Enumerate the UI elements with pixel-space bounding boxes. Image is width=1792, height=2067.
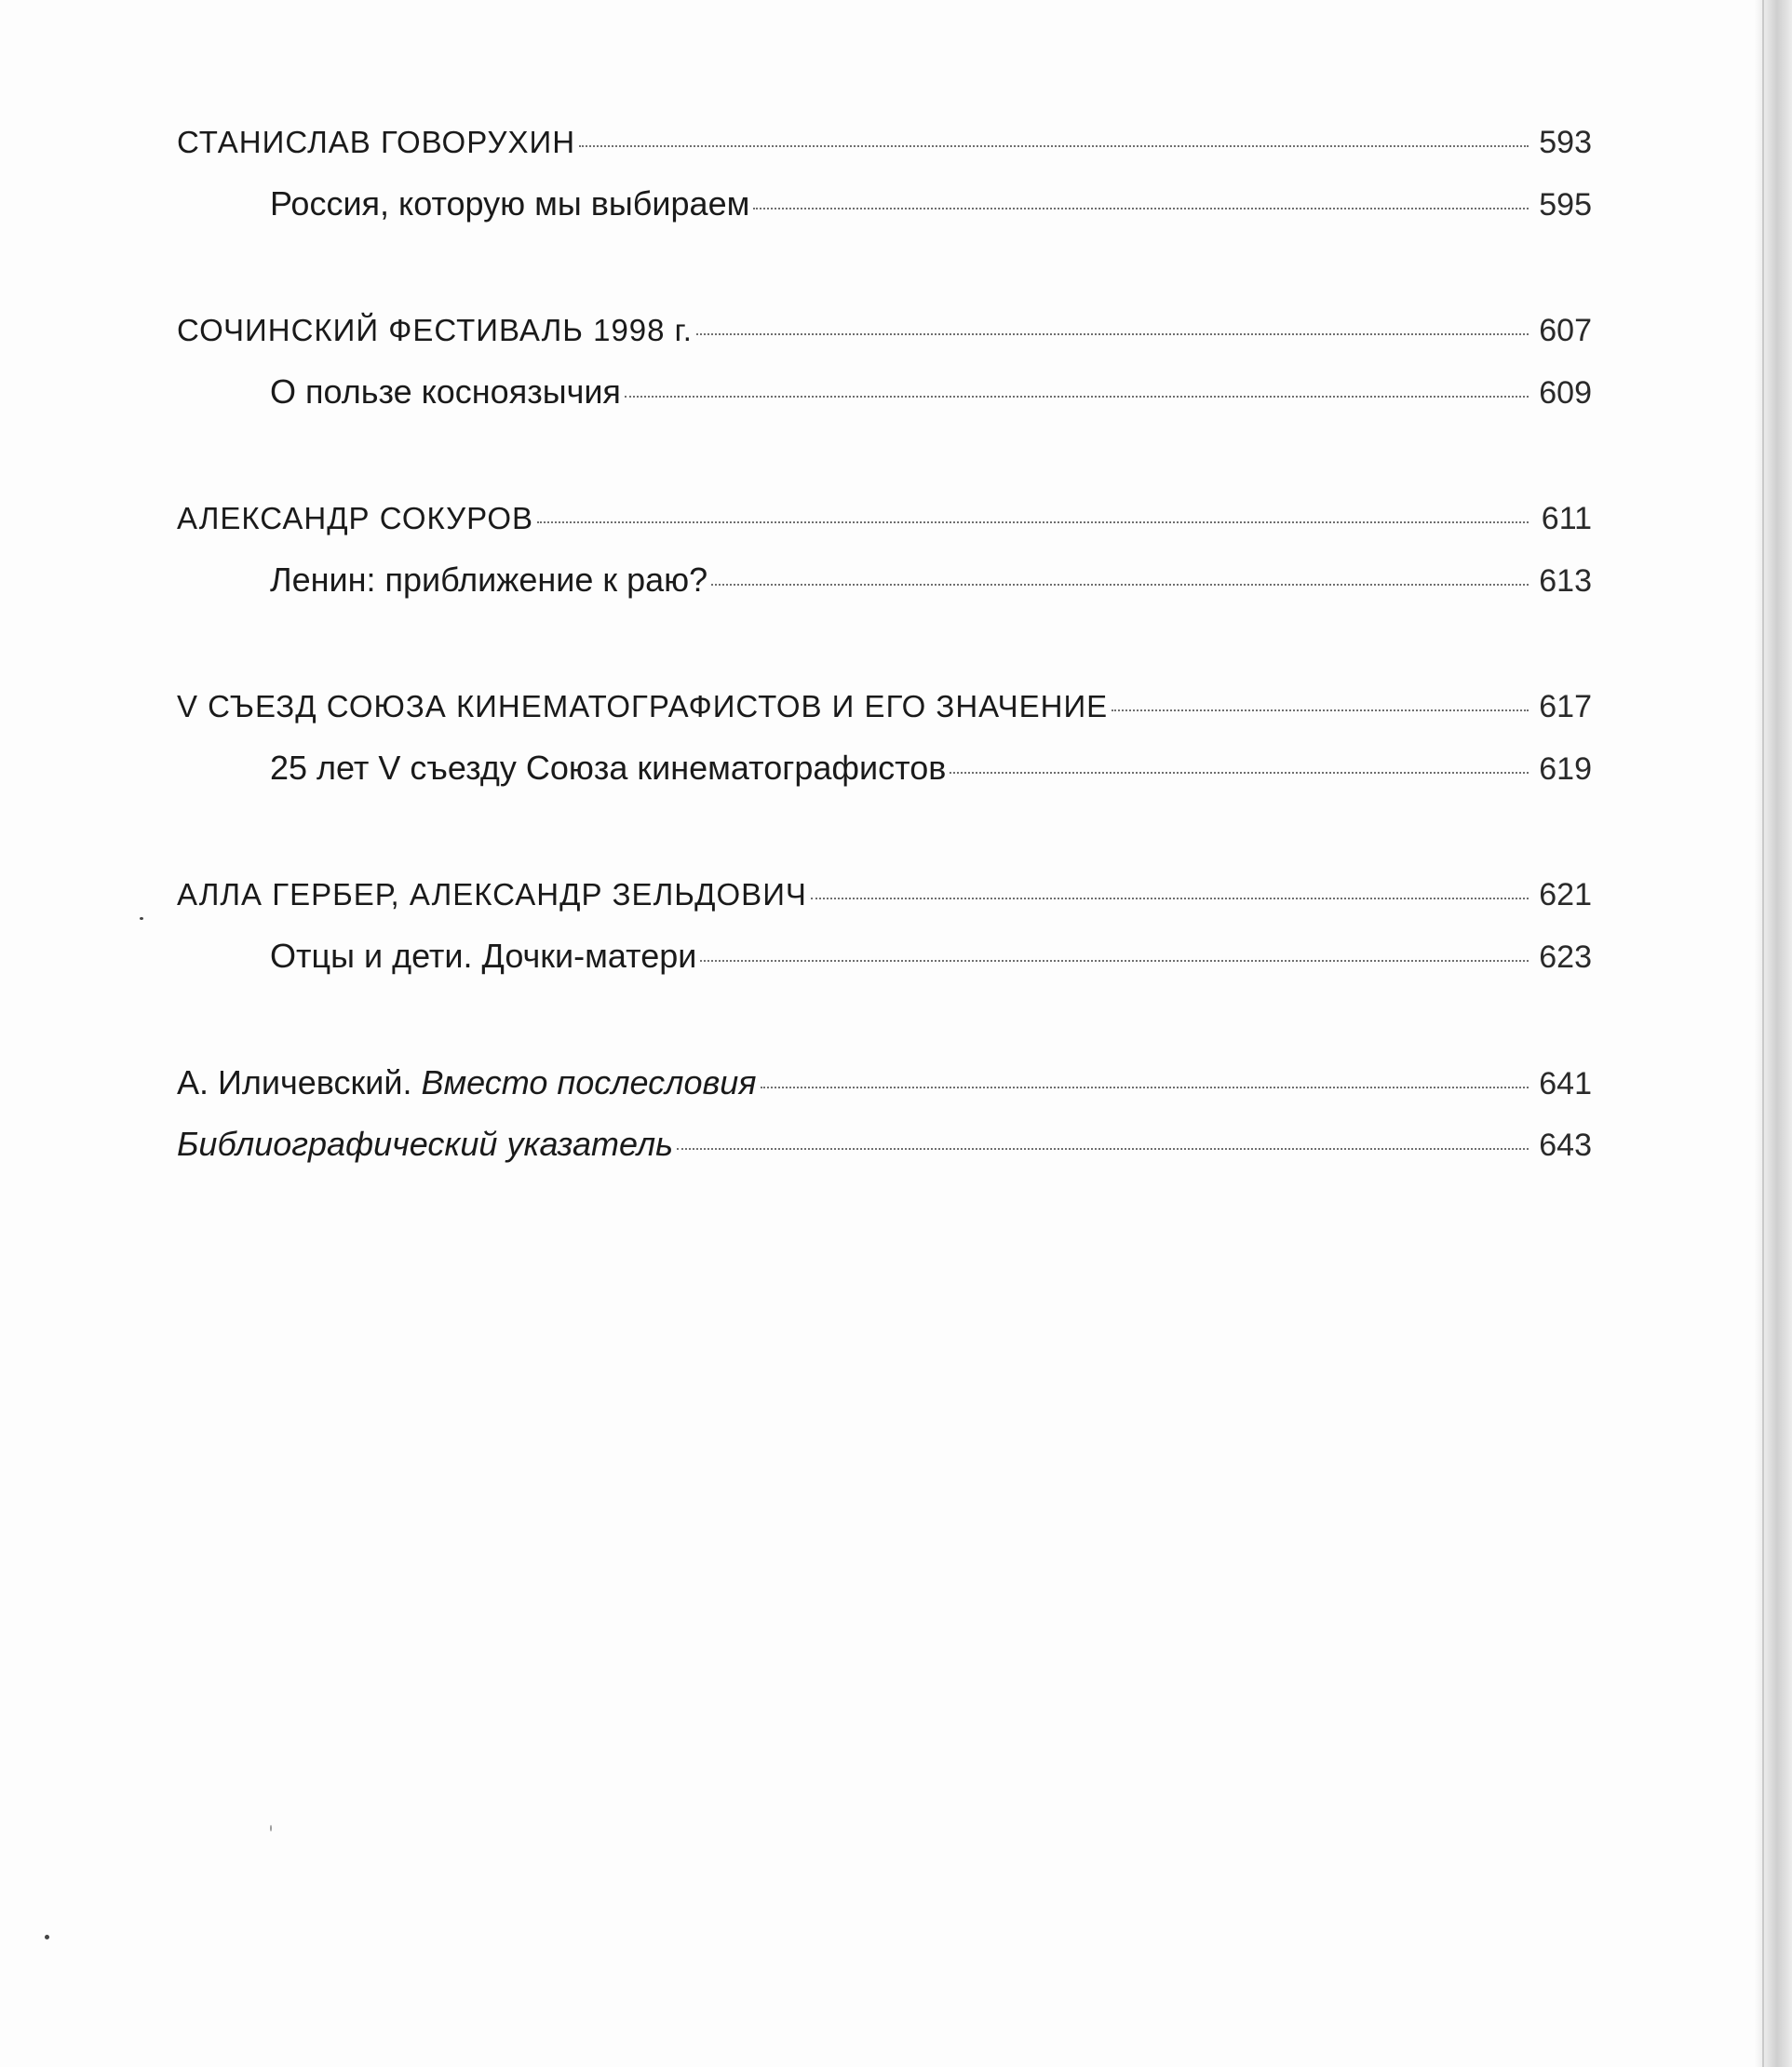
toc-section-entry[interactable] [177,488,1592,549]
toc-group [177,488,1592,611]
toc-page-number: 611 [1541,501,1592,536]
dot-leader [537,521,1529,523]
afterword-author: А. Иличевский. [177,1063,422,1101]
toc-bibliography-entry[interactable] [177,1114,1592,1175]
page-edge-shadow [1755,0,1792,2067]
toc-afterword-entry[interactable] [177,1052,1592,1114]
toc-child-entry[interactable] [177,737,1592,799]
toc-page-number: 619 [1539,751,1592,787]
toc-page-number: 623 [1539,939,1592,975]
table-of-contents [177,112,1592,1240]
dot-leader [761,1087,1529,1088]
toc-afterword-title [177,1052,757,1114]
dot-leader [700,960,1529,962]
paper-speck [45,1935,49,1939]
toc-section-title: АЛЕКСАНДР СОКУРОВ [177,501,534,535]
toc-page-number: 593 [1539,125,1592,160]
toc-child-title: О пользе косноязычия [270,372,621,411]
toc-child-title: Отцы и дети. Дочки-матери [270,937,697,975]
paper-speck [140,917,143,920]
dot-leader [753,208,1529,209]
toc-child-entry[interactable] [177,361,1592,423]
toc-section-title: СОЧИНСКИЙ ФЕСТИВАЛЬ 1998 г. [177,313,693,347]
toc-page-number: 617 [1539,689,1592,724]
toc-section-entry[interactable] [177,676,1592,737]
toc-page-number: 595 [1539,187,1592,223]
dot-leader [579,145,1529,147]
toc-child-entry[interactable] [177,173,1592,235]
toc-group [177,300,1592,423]
toc-page-number: 613 [1539,563,1592,599]
dot-leader [677,1148,1529,1150]
paper-speck [270,1825,272,1831]
toc-section-title: V СЪЕЗД СОЮЗА КИНЕМАТОГРАФИСТОВ И ЕГО ЗНАЧЕНИЕ [177,689,1109,723]
toc-group [177,864,1592,987]
afterword-title: Вместо послесловия [421,1063,757,1101]
toc-section-entry[interactable] [177,112,1592,173]
page-edge-line [1762,0,1764,2067]
toc-page-number: 641 [1539,1066,1592,1101]
dot-leader [625,396,1529,398]
dot-leader [950,772,1529,774]
toc-child-title: Россия, которую мы выбираем [270,184,750,223]
dot-leader [696,333,1529,335]
toc-page-number: 643 [1539,1128,1592,1163]
toc-child-entry[interactable] [177,925,1592,987]
toc-section-title: АЛЛА ГЕРБЕР, АЛЕКСАНДР ЗЕЛЬДОВИЧ [177,877,807,912]
toc-group [177,676,1592,799]
toc-backmatter [177,1052,1592,1175]
toc-child-entry[interactable] [177,549,1592,611]
dot-leader [811,898,1529,899]
toc-group [177,112,1592,235]
toc-child-title: 25 лет V съезду Союза кинематографистов [270,749,947,787]
toc-page-number: 621 [1539,877,1592,912]
toc-child-title: Ленин: приближение к раю? [270,561,708,599]
bibliography-title: Библиографический указатель [177,1125,674,1163]
toc-section-title: СТАНИСЛАВ ГОВОРУХИН [177,125,576,159]
dot-leader [711,584,1529,586]
toc-page-number: 609 [1539,375,1592,411]
toc-page-number: 607 [1539,313,1592,348]
toc-section-entry[interactable] [177,864,1592,925]
dot-leader [1112,709,1529,711]
toc-section-entry[interactable] [177,300,1592,361]
